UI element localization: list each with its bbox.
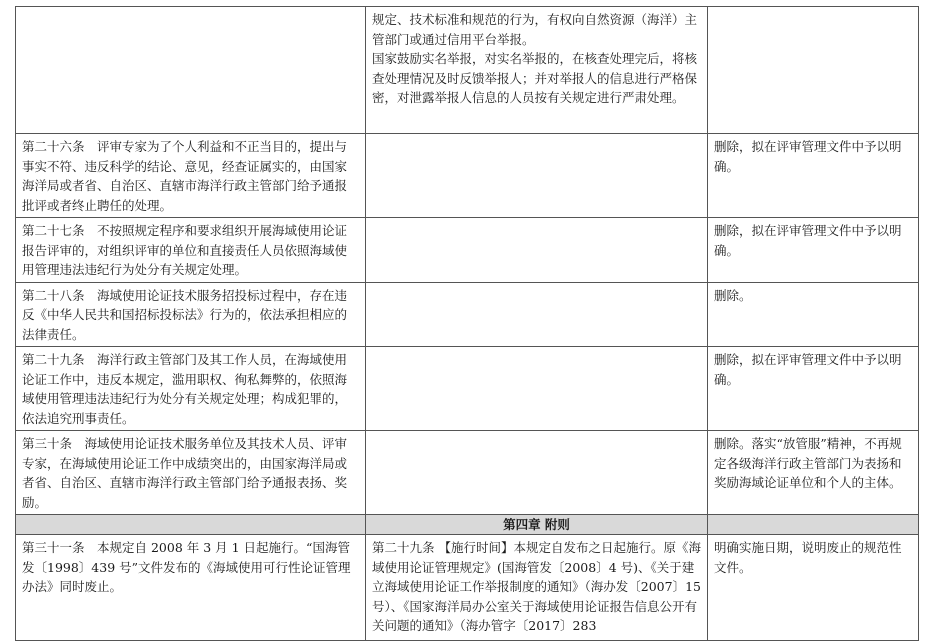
original-article-cell: 第二十八条 海域使用论证技术服务招投标过程中，存在违反《中华人民共和国招标投标法》行为的，依法承担相应的法律责任。 bbox=[16, 282, 366, 347]
chapter-spacer-cell bbox=[16, 515, 366, 535]
explanation-cell: 删除，拟在评审管理文件中予以明确。 bbox=[708, 218, 919, 283]
revised-article-cell bbox=[366, 431, 708, 515]
revised-article-cell bbox=[366, 347, 708, 431]
revised-article-cell bbox=[366, 134, 708, 218]
table-row bbox=[16, 347, 919, 431]
paragraph: 国家鼓励实名举报，对实名举报的，在核查处理完后，将核查处理情况及时反馈举报人；并对举报人的信息进行严格保密，对泄露举报人信息的人员按有关规定进行严肃处理。 bbox=[372, 51, 698, 105]
explanation-cell: 删除，拟在评审管理文件中予以明确。 bbox=[708, 134, 919, 218]
comparison-table bbox=[15, 6, 919, 641]
table-row bbox=[16, 535, 919, 641]
original-article-cell: 第二十九条 海洋行政主管部门及其工作人员，在海域使用论证工作中，违反本规定，滥用职权、徇私舞弊的，依照海域使用管理违法违纪行为处分有关规定处理；构成犯罪的，依法追究刑事责任。 bbox=[16, 347, 366, 431]
paragraph: 规定、技术标准和规范的行为，有权向自然资源（海洋）主管部门或通过信用平台举报。 bbox=[372, 12, 698, 47]
revised-article-cell bbox=[366, 218, 708, 283]
table-row bbox=[16, 7, 919, 134]
revised-article-text: 第二十九条 【施行时间】本规定自发布之日起施行。原《海域使用论证管理规定》(国海管发〔2008〕4 号)、《关于建立海域使用论证工作举报制度的通知》（海办发〔2007〕15 号）、《国家海洋局办公室关于海域使用论证报告信息公开有关问题的通知》（海办管字〔2017〕283 bbox=[372, 540, 701, 633]
table-row bbox=[16, 431, 919, 515]
original-article-cell: 第二十七条 不按照规定程序和要求组织开展海域使用论证报告评审的，对组织评审的单位和直接责任人员依照海域使用管理违法违纪行为处分有关规定处理。 bbox=[16, 218, 366, 283]
revised-article-cell bbox=[366, 535, 708, 641]
chapter-spacer-cell bbox=[708, 515, 919, 535]
explanation-cell: 删除。 bbox=[708, 282, 919, 347]
revised-article-cell bbox=[366, 7, 708, 134]
original-article-cell: 第三十一条 本规定自 2008 年 3 月 1 日起施行。“国海管发〔1998〕439 号”文件发布的《海域使用可行性论证管理办法》同时废止。 bbox=[16, 535, 366, 641]
table-row bbox=[16, 134, 919, 218]
explanation-cell: 删除。落实“放管服”精神，不再规定各级海洋行政主管部门为表扬和奖励海域论证单位和个人的主体。 bbox=[708, 431, 919, 515]
table-row bbox=[16, 282, 919, 347]
revised-article-cell bbox=[366, 282, 708, 347]
chapter-heading-row bbox=[16, 515, 919, 535]
original-article-cell: 第二十六条 评审专家为了个人利益和不正当目的，提出与事实不符、违反科学的结论、意见，经查证属实的，由国家海洋局或者省、自治区、直辖市海洋行政主管部门给予通报批评或者终止聘任的处理。 bbox=[16, 134, 366, 218]
original-article-cell bbox=[16, 7, 366, 134]
table-row bbox=[16, 218, 919, 283]
explanation-cell bbox=[708, 7, 919, 134]
explanation-cell: 删除，拟在评审管理文件中予以明确。 bbox=[708, 347, 919, 431]
original-article-cell: 第三十条 海域使用论证技术服务单位及其技术人员、评审专家，在海域使用论证工作中成绩突出的，由国家海洋局或者省、自治区、直辖市海洋行政主管部门给予通报表扬、奖励。 bbox=[16, 431, 366, 515]
explanation-cell: 明确实施日期，说明废止的规范性文件。 bbox=[708, 535, 919, 641]
chapter-title: 第四章 附则 bbox=[366, 515, 708, 535]
